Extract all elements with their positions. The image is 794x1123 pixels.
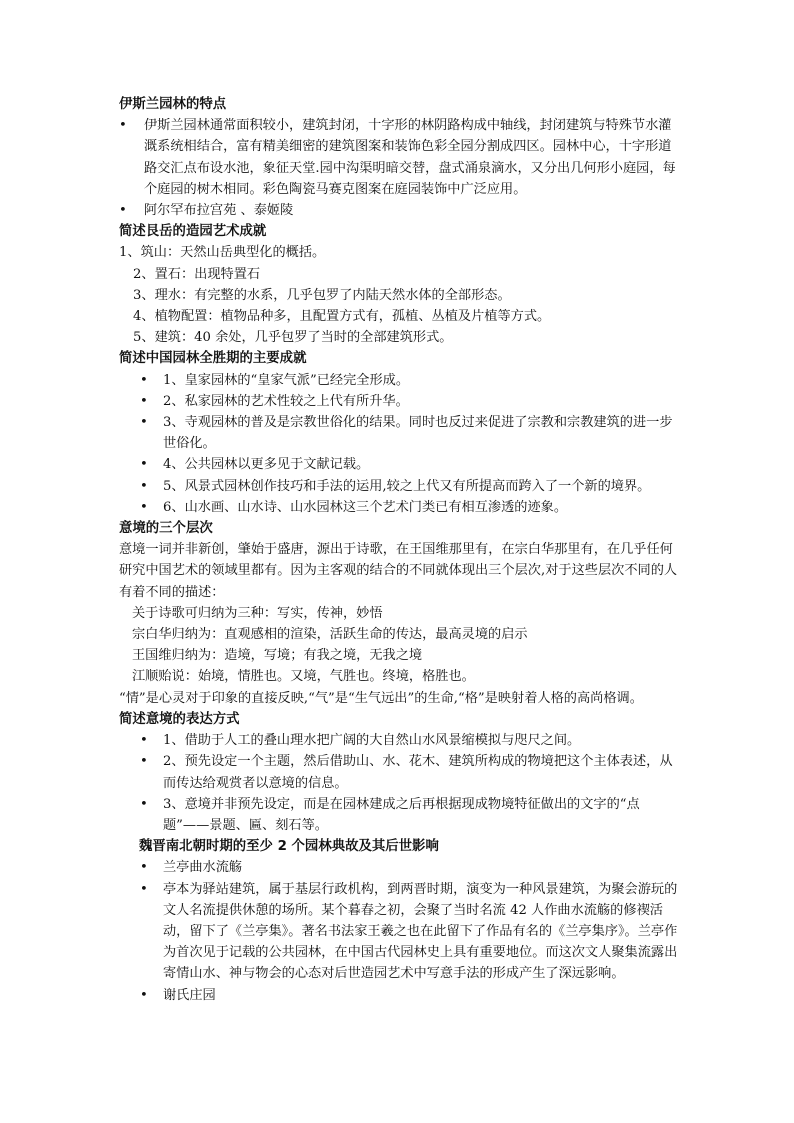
text-line: 王国维归纳为：造境，写境；有我之境，无我之境 bbox=[132, 648, 423, 664]
bullet-icon: • bbox=[140, 478, 148, 494]
bullet-icon: • bbox=[140, 457, 148, 473]
bullet-icon: • bbox=[140, 860, 148, 876]
numbered-item: 1、筑山：天然山岳典型化的概括。 bbox=[119, 245, 326, 261]
bullet-item: • 4、公共园林以更多见于文献记载。 bbox=[119, 454, 679, 475]
bullet-item: • 2、预先设定一个主题，然后借助山、水、花木、建筑所构成的物境把这个主体表述，从而传达给观赏者以意境的信息。 bbox=[119, 751, 679, 793]
bullet-icon: • bbox=[140, 754, 148, 770]
text-line: 宗白华归纳为：直观感相的渲染，活跃生命的传达，最高灵境的启示 bbox=[132, 627, 528, 643]
numbered-item: 3、理水：有完整的水系，几乎包罗了内陆天然水体的全部形态。 bbox=[133, 287, 511, 303]
bullet-item: • 3、意境并非预先设定，而是在园林建成之后再根据现成物境特征做出的文字的“点题”——景题、匾、刻石等。 bbox=[119, 794, 679, 836]
bullet-icon: • bbox=[140, 415, 148, 431]
document-content bbox=[119, 94, 679, 1006]
text-line: 江顺贻说：始境，情胜也。又境，气胜也。终境，格胜也。 bbox=[132, 669, 475, 685]
bullet-item: • 谢氏庄园 bbox=[119, 985, 679, 1006]
heading-islamic-garden: 伊斯兰园林的特点 bbox=[119, 97, 227, 112]
numbered-item: 5、建筑：40 余处，几乎包罗了当时的全部建筑形式。 bbox=[133, 330, 453, 346]
bullet-icon: • bbox=[140, 796, 148, 812]
paragraph-outro: “情”是心灵对于印象的直接反映,“气”是“生气远出”的生命,“格”是映射着人格的高尚格调。 bbox=[119, 690, 643, 706]
bullet-icon: • bbox=[140, 372, 148, 388]
numbered-item: 4、植物配置：植物品种多，且配置方式有，孤植、丛植及片植等方式。 bbox=[133, 309, 551, 325]
bullet-item: • 1、皇家园林的“皇家气派”已经完全形成。 bbox=[119, 370, 679, 391]
heading-expression: 简述意境的表达方式 bbox=[119, 711, 240, 727]
bullet-icon: • bbox=[140, 881, 148, 897]
bullet-item: • 兰亭曲水流觞 bbox=[119, 857, 679, 878]
bullet-item: • 2、私家园林的艺术性较之上代有所升华。 bbox=[119, 391, 679, 412]
bullet-item: • 伊斯兰园林通常面积较小，建筑封闭，十字形的林阴路构成中轴线，封闭建筑与特殊节水灌溉系统相结合，富有精美细密的建筑图案和装饰色彩全园分割成四区。园林中心，十字形道路交汇点布设水池，象征天堂.园中沟渠明暗交替，盘式涌泉滴水，又分出几何形小庭园，每个庭园的树木相同。彩色陶瓷马赛克图案在庭园装饰中广泛应用。 bbox=[119, 115, 679, 200]
heading-genyue: 简述艮岳的造园艺术成就 bbox=[119, 224, 267, 240]
bullet-item: • 6、山水画、山水诗、山水园林这三个艺术门类已有相互渗透的迹象。 bbox=[119, 497, 679, 518]
bullet-icon: • bbox=[119, 203, 127, 219]
numbered-item: 2、置石：出现特置石 bbox=[133, 266, 261, 282]
heading-heyday: 简述中国园林全胜期的主要成就 bbox=[119, 351, 307, 367]
bullet-item: • 亭本为驿站建筑，属于基层行政机构，到两晋时期，演变为一种风景建筑，为聚会游玩的文人名流提供休憩的场所。某个暮春之初，会聚了当时名流 42 人作曲水流觞的修禊活动，留下了《兰亭集》。著名书法家王羲之也在此留下了作品有名的《兰亭集序》。兰亭作为首次见于记载的公共园林，在中国古代园林史上具有重要地位。而这次文人聚集流露出寄情山水、神与物会的心态对后世造园艺术中写意手法的形成产生了深远影响。 bbox=[119, 879, 679, 985]
bullet-icon: • bbox=[140, 393, 148, 409]
heading-wei-jin: 魏晋南北朝时期的至少 2 个园林典故及其后世影响 bbox=[139, 839, 439, 855]
bullet-item: • 5、风景式园林创作技巧和手法的运用,较之上代又有所提高而跨入了一个新的境界。 bbox=[119, 476, 679, 497]
bullet-item: • 3、寺观园林的普及是宗教世俗化的结果。同时也反过来促进了宗教和宗教建筑的进一步世俗化。 bbox=[119, 412, 679, 454]
bullet-icon: • bbox=[140, 733, 148, 749]
bullet-icon: • bbox=[140, 987, 148, 1003]
heading-three-levels: 意境的三个层次 bbox=[119, 521, 213, 537]
bullet-icon: • bbox=[140, 499, 148, 515]
text-line: 关于诗歌可归纳为三种：写实，传神，妙悟 bbox=[132, 605, 383, 621]
paragraph-intro: 意境一词并非新创，肇始于盛唐，源出于诗歌，在王国维那里有，在宗白华那里有，在几乎任何研究中国艺术的领域里都有。因为主客观的结合的不同就体现出三个层次,对于这些层次不同的人有着不同的描述： bbox=[119, 542, 678, 600]
bullet-item: • 阿尔罕布拉宫苑 、泰姬陵 bbox=[119, 200, 679, 221]
bullet-item: • 1、借助于人工的叠山理水把广阔的大自然山水风景缩模拟与咫尺之间。 bbox=[119, 730, 679, 751]
bullet-icon: • bbox=[119, 118, 127, 134]
